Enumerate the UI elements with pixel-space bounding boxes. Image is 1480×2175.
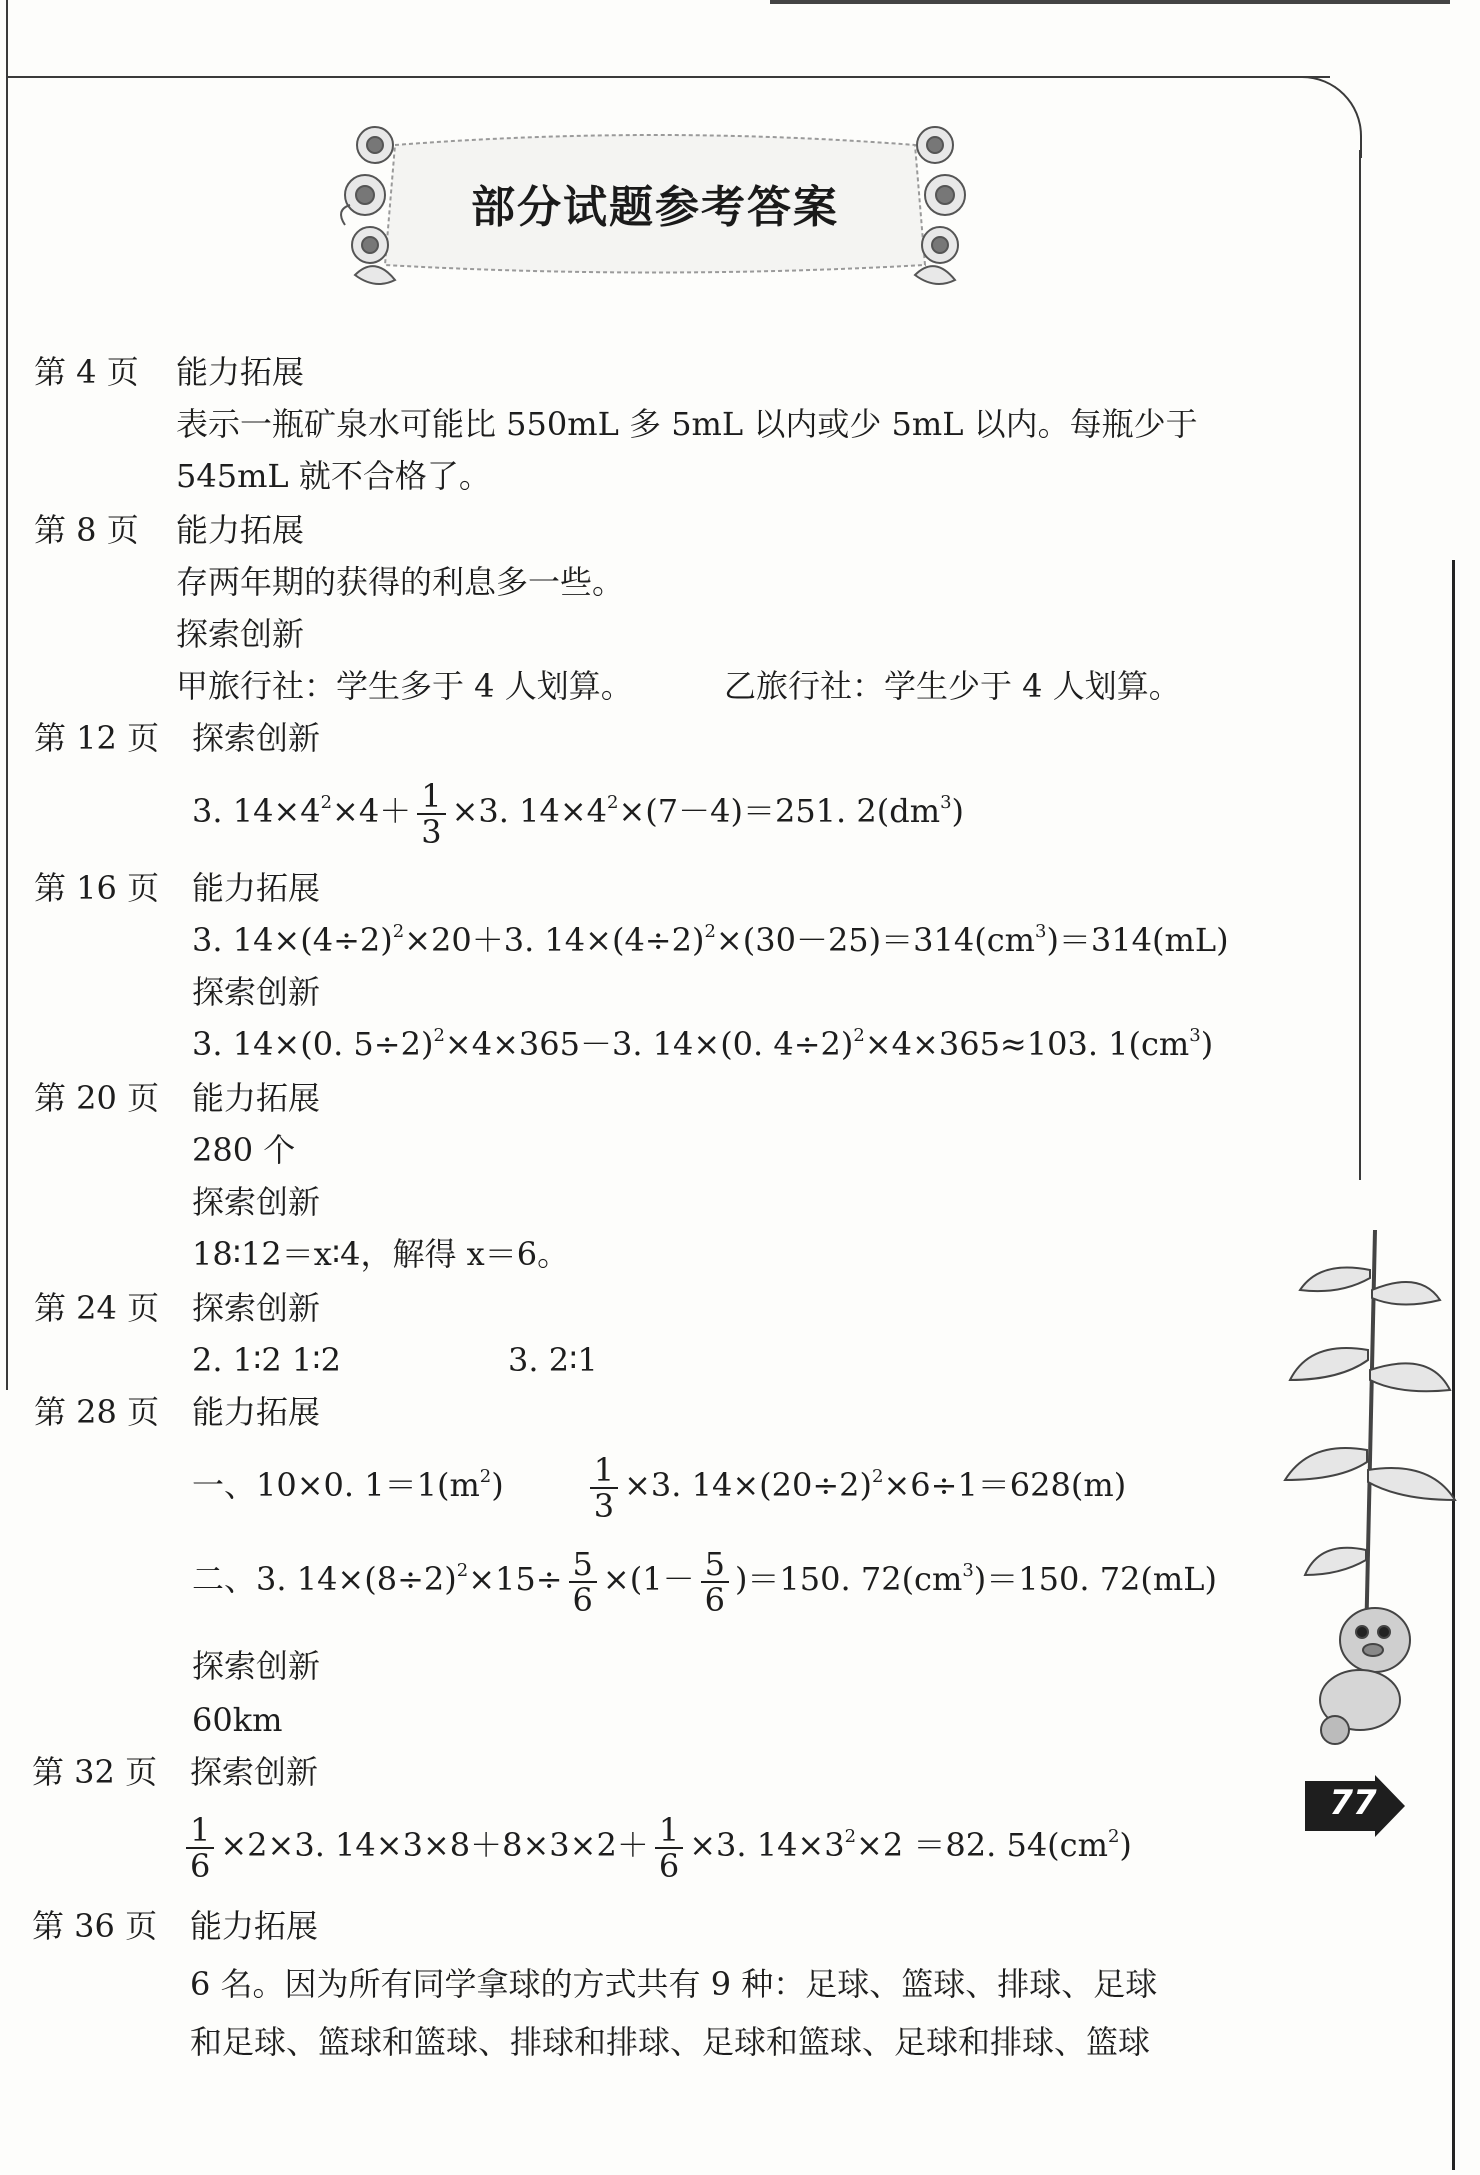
fraction: $\frac{1}{6}$ bbox=[186, 1813, 214, 1883]
section-heading: 探索创新 bbox=[190, 1753, 319, 1791]
formula: 3. $14\times(4\div 2)^2\times 20+3$. $14\times(4\div 2)^2\times(30-25)=314(cm^3)=314(mL)$ bbox=[192, 921, 1229, 959]
section-label: 第 16 页 bbox=[34, 869, 160, 907]
answer-text: 18∶12＝x∶4，解得 x＝6。 bbox=[192, 1235, 570, 1273]
bamboo-bear-icon bbox=[1280, 1230, 1460, 1750]
answer-text: 和足球、篮球和篮球、排球和排球、足球和篮球、足球和排球、篮球 bbox=[190, 2023, 1151, 2061]
section-label: 第 28 页 bbox=[34, 1393, 160, 1431]
formula: 一、10×0. $1=1(m^2)$ $\frac{1}{3}$ ×3. $14\times(20\div 2)^2\times 6\div 1=628(m)$ bbox=[192, 1450, 1127, 1525]
answer-text: 存两年期的获得的利息多一些。 bbox=[176, 563, 625, 601]
section-label: 第 4 页 bbox=[34, 353, 139, 391]
section-heading: 能力拓展 bbox=[190, 1907, 319, 1945]
answer-text: 3. 2∶1 bbox=[508, 1341, 598, 1379]
section-heading: 探索创新 bbox=[192, 973, 321, 1011]
answer-text: 6 名。因为所有同学拿球的方式共有 9 种：足球、篮球、排球、足球 bbox=[190, 1965, 1158, 2003]
section-label: 第 8 页 bbox=[34, 511, 139, 549]
section-label: 第 20 页 bbox=[34, 1079, 160, 1117]
fraction: $\frac{5}{6}$ bbox=[701, 1547, 729, 1617]
section-label: 第 36 页 bbox=[32, 1907, 158, 1945]
answer-text: 280 个 bbox=[192, 1131, 296, 1169]
page-frame-corner bbox=[1280, 76, 1362, 158]
fraction: $\frac{1}{3}$ bbox=[590, 1453, 618, 1523]
answer-text: 表示一瓶矿泉水可能比 550mL 多 5mL 以内或少 5mL 以内。每瓶少于 bbox=[176, 405, 1198, 443]
section-heading: 探索创新 bbox=[176, 615, 305, 653]
fraction: $\frac{1}{6}$ bbox=[655, 1813, 683, 1883]
section-heading: 能力拓展 bbox=[192, 1079, 321, 1117]
section-heading: 探索创新 bbox=[192, 1289, 321, 1327]
formula: 二、3. $14\times(8\div 2)^2\times 15\div$ $\frac{5}{6}$ ×(1－ $\frac{5}{6}$ )＝150. $72(cm^3)=150$. 72(mL) bbox=[192, 1544, 1217, 1619]
fraction: $\frac{5}{6}$ bbox=[569, 1547, 597, 1617]
page-frame-top bbox=[8, 76, 1330, 79]
page-number-tab bbox=[1305, 1775, 1405, 1837]
section-label: 第 32 页 bbox=[32, 1753, 158, 1791]
section-heading: 能力拓展 bbox=[176, 511, 305, 549]
fraction: $\frac{1}{3}$ bbox=[417, 779, 445, 849]
section-heading: 能力拓展 bbox=[192, 1393, 321, 1431]
section-label: 第 12 页 bbox=[34, 719, 160, 757]
answer-text: 2. 1∶2 1∶2 bbox=[192, 1341, 341, 1379]
section-label: 第 24 页 bbox=[34, 1289, 160, 1327]
section-heading: 能力拓展 bbox=[192, 869, 321, 907]
answer-text: 乙旅行社：学生少于 4 人划算。 bbox=[724, 667, 1181, 705]
section-heading: 探索创新 bbox=[192, 1183, 321, 1221]
formula: 3. 14×(0. 5÷2)$^2$×4×365－3. 14×(0. 4÷2)$^2$×4×365≈103. $1(cm^3)$ bbox=[192, 1025, 1214, 1063]
section-heading: 探索创新 bbox=[192, 719, 321, 757]
page-number: 77 bbox=[1329, 1783, 1377, 1823]
page-frame-right bbox=[1359, 150, 1361, 1180]
section-heading: 能力拓展 bbox=[176, 353, 305, 391]
answer-text: 545mL 就不合格了。 bbox=[176, 457, 491, 495]
answer-text: 甲旅行社：学生多于 4 人划算。 bbox=[176, 667, 633, 705]
formula: $\frac{1}{6}$ ×2×3. 14×3×8＋8×3×2＋ $\frac{1}{6}$ ×3. $14\times 3^2\times 2 =82$. $54(cm^2)$ bbox=[186, 1810, 1132, 1883]
section-heading: 探索创新 bbox=[192, 1647, 321, 1685]
title-banner bbox=[335, 115, 975, 290]
answer-text: 60km bbox=[192, 1701, 283, 1739]
page-frame-left bbox=[6, 0, 8, 1390]
formula: 3. $14\times 4^2\times 4+$ $\frac{1}{3}$ ×3. $14\times 4^2\times(7-4)=251$. $2(dm^3)$ bbox=[192, 776, 964, 851]
page-title: 部分试题参考答案 bbox=[471, 182, 839, 233]
scan-edge-top bbox=[770, 0, 1450, 4]
